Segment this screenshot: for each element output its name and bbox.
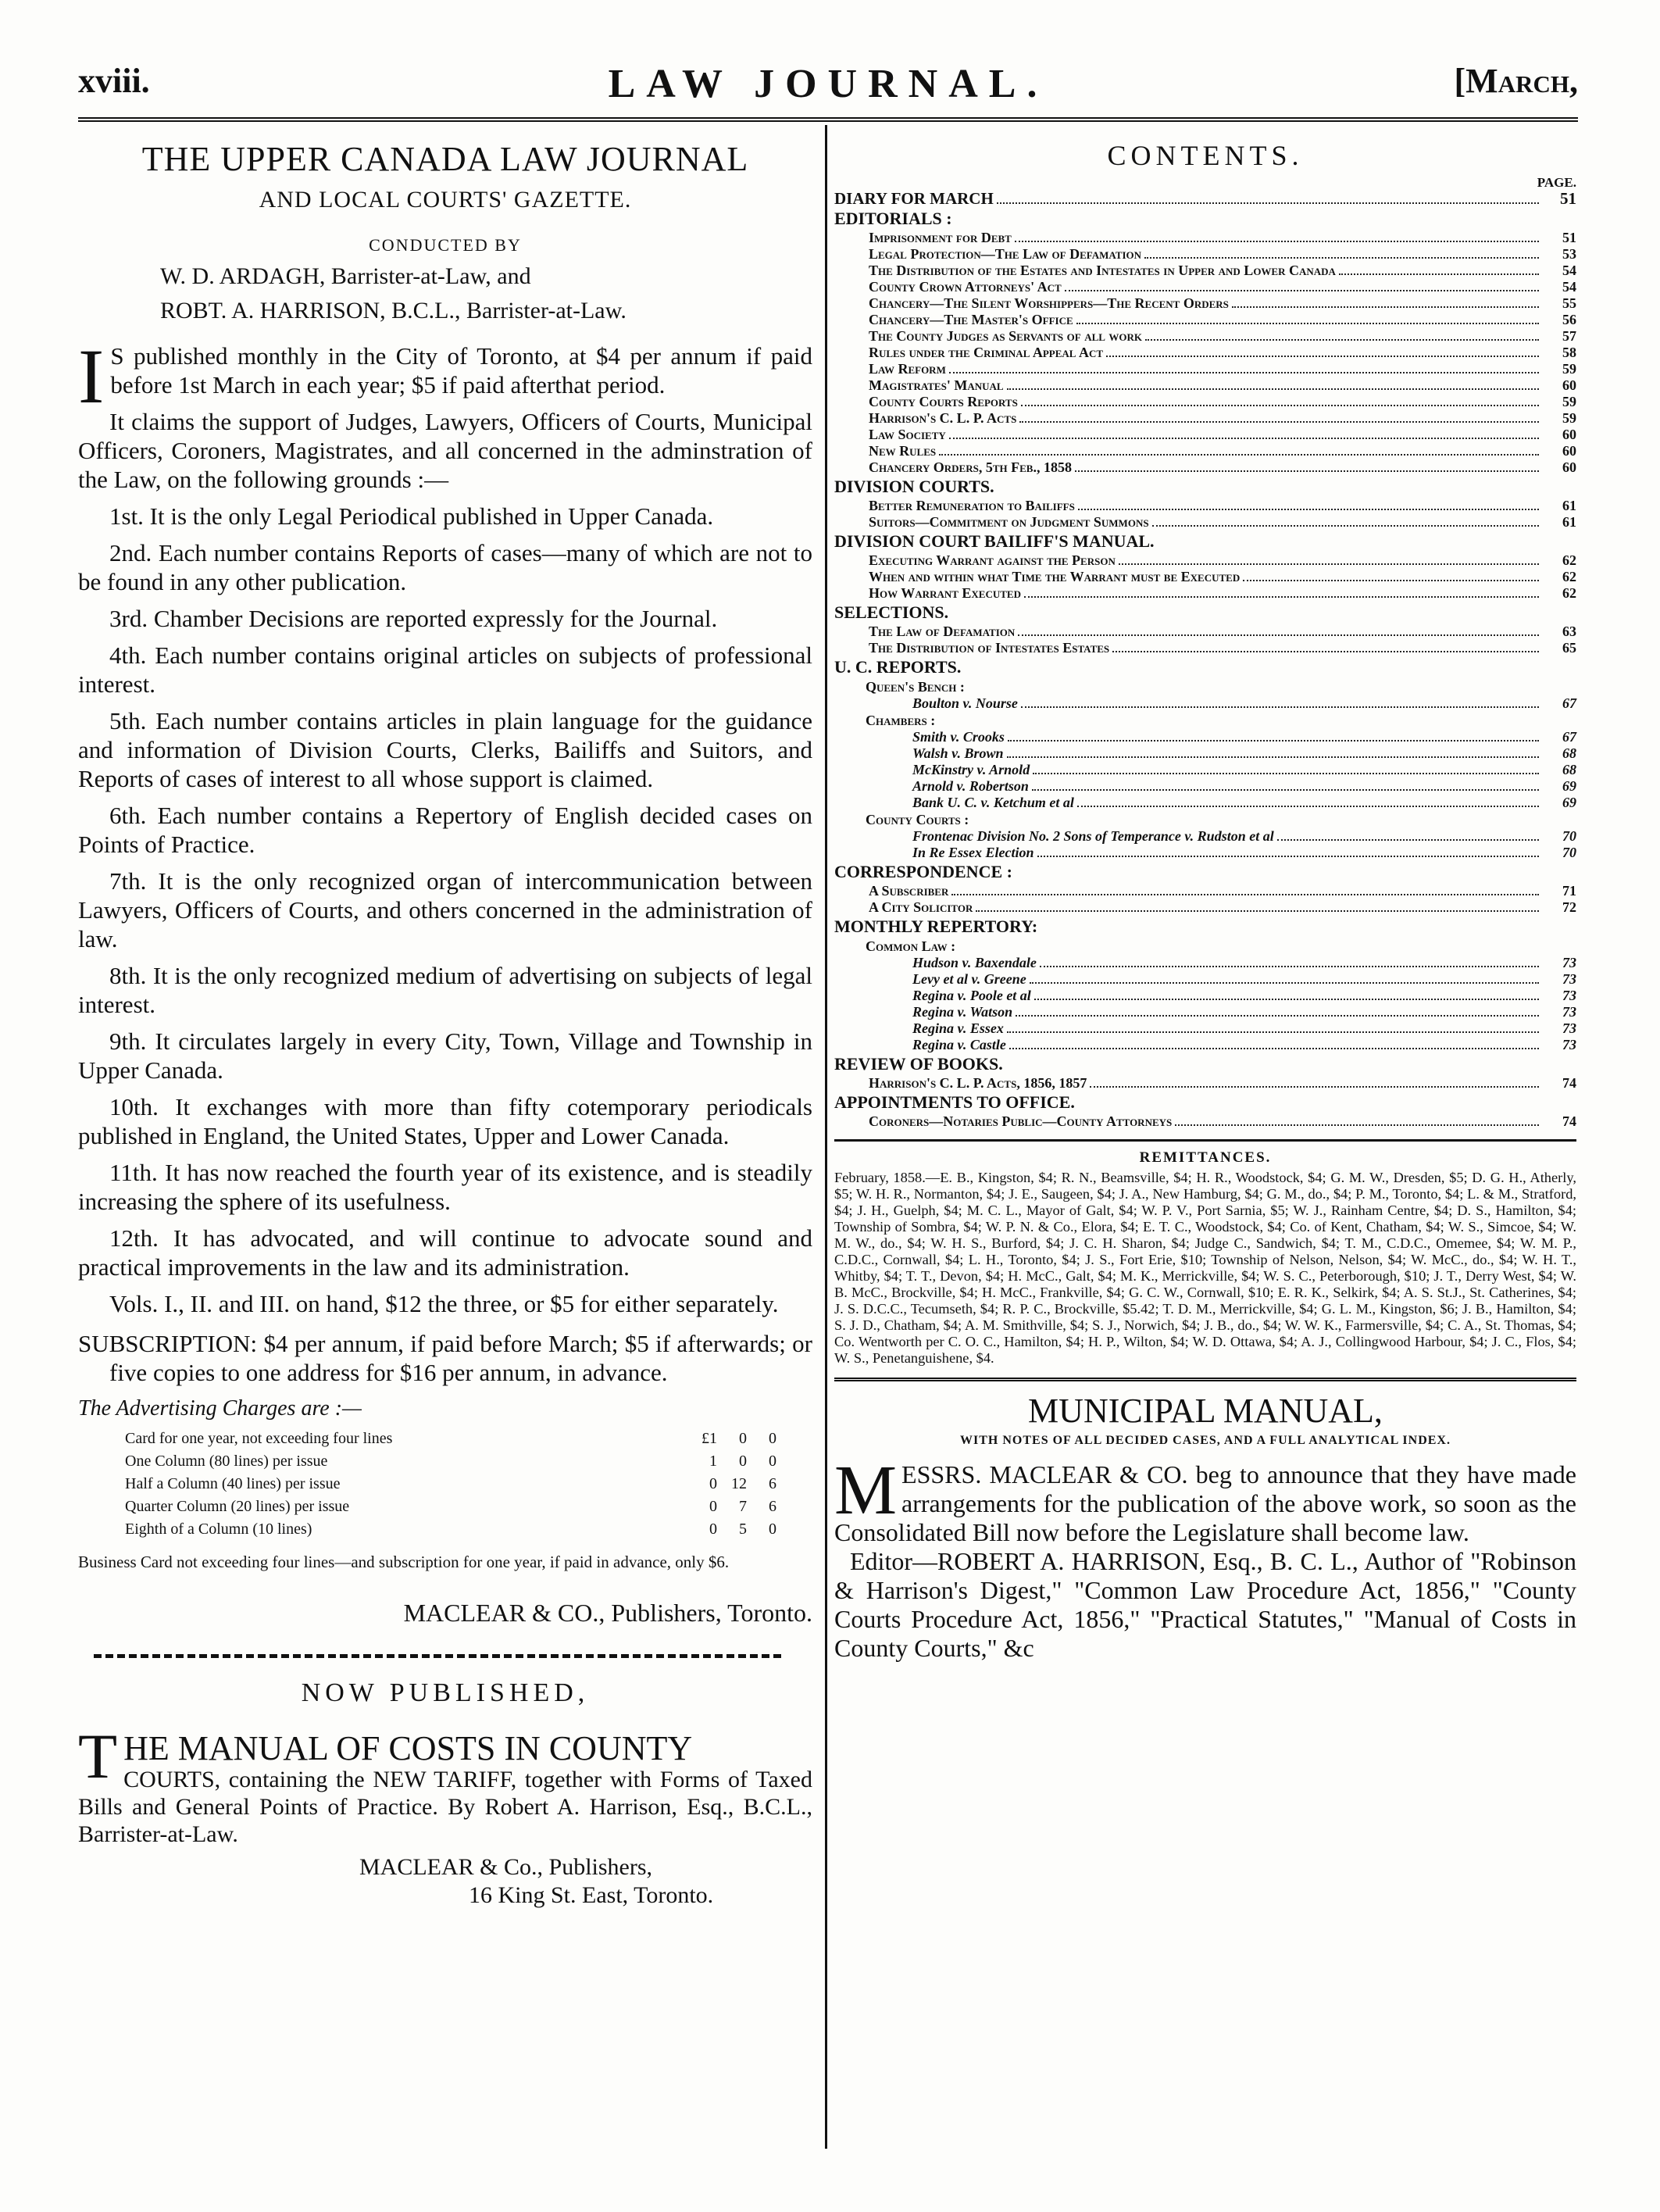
contents-entry [834, 585, 1576, 602]
dot-leader [1024, 596, 1539, 598]
entry-page: 59 [1562, 361, 1576, 377]
remittances-body: February, 1858.—E. B., Kingston, $4; R. N., Beamsville, $4; H. R., Woodstock, $4; G. M. W., Dresden, $5; D. G. H., Atherly, $5; W. H. R., Normanton, $4; J. E., Saugeen, $4; J. A., New Hamburg, $4; G. M., do., $4; P. M., Toronto, $4; L. & M., Stratford, $4; J. H., Guelph, $4; M. C. L., Mayor of Galt, $4; W. P. V., Port Sarnia, $5; W. J., Rainham Centre, $4; D. S., Hamilton, $4; Township of Sombra, $4; W. P. N. & Co., Elora, $4; E. T. C., Woodstock, $4; Co. of Kent, Chatham, $4; W. S., Simcoe, $4; W. M. W., do., $4; W. H. S., Burford, $4; J. C. H. Sharon, $4; Judge C., Sandwich, $4; T. M., C.D.C., Omemee, $4; W. M. P., C.D.C., Cornwall, $4; L. H., Toronto, $4; J. S., Fort Erie, $10; Township of Nelson, Nelson, $4; W. McC., do., $4; W. H. T., Whitby, $4; T. T., Devon, $4; H. McC., Galt, $4; M. K., Merrickville, $4; W. S. C., Peterborough, $10; J. T., Derry West, $4; W. B. McC., Brockville, $4; H. McC., Frankville, $4; G. C. W., Cornwall, $10; E. R. K., Selkirk, $4; A. S. St.J., St. Catherines, $4; J. S. D.C.C., Tecumseth, $4; R. P. C., Brockville, $5.42; T. D. M., Merrickville, $4; G. L. M., Kingston, $6; J. B., Hamilton, $4; S. J. D., Chatham, $4; A. M. Smithville, $4; S. J., Norwich, $4; J. B., do., $4; W. W. K., Farmersville, $4; C. A., St. Thomas, $4; Co. Wentworth per C. O. C., Hamilton, $4; H. P., Wilton, $4; W. D. Ottawa, $4; A. J., Collingwood Harbour, $4; J. C., Flos, $4; W. S., Penetanguishene, $4. [834, 1170, 1576, 1366]
ground-paragraph: 9th. It circulates largely in every City, Town, Village and Township in Upper Canada. [78, 1027, 812, 1084]
contents-entry [834, 410, 1576, 427]
entry-title: When and within what Time the Warrant must be Executed [869, 569, 1241, 584]
entry-title: New Rules [869, 443, 937, 459]
contents-entry [834, 552, 1576, 569]
entry-page: 67 [1562, 695, 1576, 711]
entry-page: 72 [1562, 899, 1576, 915]
intro-paragraph [78, 333, 812, 420]
dot-leader [1021, 706, 1539, 708]
remittances-heading: REMITTANCES. [1139, 1149, 1272, 1166]
table-of-contents [834, 191, 1576, 1130]
publisher-line: MACLEAR & CO., Publishers, Toronto. [403, 1599, 812, 1627]
entry-page: 60 [1562, 427, 1576, 442]
manual-title [78, 1721, 812, 1792]
entry-page: 60 [1562, 459, 1576, 475]
entry-title: Coroners—Notaries Public—County Attorneys [869, 1113, 1173, 1129]
contents-entry [834, 295, 1576, 312]
contents-entry [834, 569, 1576, 585]
entry-title: Levy et al v. Greene [912, 971, 1026, 987]
ground-paragraph: 1st. It is the only Legal Periodical published in Upper Canada. [109, 502, 714, 530]
dot-leader [951, 894, 1539, 895]
entry-title: The Distribution of Intestates Estates [869, 640, 1110, 656]
dot-leader [1008, 740, 1539, 742]
dot-leader [1040, 966, 1539, 967]
entry-title: Regina v. Poole et al [912, 988, 1031, 1003]
grounds-list [78, 502, 812, 1318]
entry-page: 59 [1562, 394, 1576, 409]
dot-leader [1077, 806, 1539, 807]
entry-page: 59 [1562, 410, 1576, 426]
dot-leader [1021, 405, 1539, 406]
dot-leader [1007, 756, 1539, 758]
manual-address: 16 King St. East, Toronto. [469, 1882, 714, 1908]
column-divider [825, 125, 827, 2149]
dot-leader [1152, 525, 1539, 527]
ground-paragraph: 11th. It has now reached the fourth year of its existence, and is steadily increasing the sphere of its usefulness. [78, 1159, 812, 1215]
dot-leader [1076, 323, 1539, 324]
subscription-paragraph: SUBSCRIPTION: $4 per annum, if paid before March; $5 if afterwards; or five copies to one address for $16 per annum, in advance. [78, 1330, 812, 1386]
contents-entry [834, 377, 1576, 394]
entry-title: The County Judges as Servants of all work [869, 328, 1143, 344]
entry-title: Walsh v. Brown [912, 745, 1004, 761]
contents-section-heading: EDITORIALS : [834, 209, 952, 228]
entry-page: 60 [1562, 443, 1576, 459]
contents-entry [834, 729, 1576, 745]
entry-page: 58 [1562, 345, 1576, 360]
contents-entry [834, 955, 1576, 971]
entry-title: Law Society [869, 427, 946, 442]
entry-page: 74 [1562, 1075, 1576, 1091]
rate-row [125, 1496, 776, 1518]
rate-amount: 0 [769, 1430, 776, 1447]
contents-entry [834, 498, 1576, 514]
entry-page: 70 [1562, 845, 1576, 860]
rate-label: Quarter Column (20 lines) per issue [125, 1498, 350, 1515]
rate-amount: 0 [709, 1498, 717, 1515]
entry-page: 71 [1562, 883, 1576, 899]
ground-paragraph: 8th. It is the only recognized medium of advertising on subjects of legal interest. [78, 962, 812, 1018]
journal-title: LAW JOURNAL. [608, 62, 1048, 106]
contents-entry [834, 394, 1576, 410]
rate-label: One Column (80 lines) per issue [125, 1453, 328, 1470]
contents-entry [834, 762, 1576, 778]
dot-leader [1119, 563, 1539, 565]
rate-amount: 7 [739, 1498, 747, 1515]
dot-leader [1007, 1031, 1539, 1033]
dot-leader [976, 910, 1539, 912]
ground-paragraph: 7th. It is the only recognized organ of intercommunication between Lawyers, Officers of Courts, and others concerned in the administration of law. [78, 867, 812, 952]
dot-leader [1033, 773, 1539, 774]
rate-label: Eighth of a Column (10 lines) [125, 1521, 312, 1538]
contents-entry [834, 328, 1576, 345]
rate-amount: £1 [701, 1430, 717, 1447]
entry-title: A Subscriber [869, 883, 949, 899]
rate-amount: 0 [739, 1430, 747, 1447]
contents-section-heading: MONTHLY REPERTORY: [834, 917, 1038, 936]
entry-page: 51 [1562, 230, 1576, 245]
rate-amount: 0 [769, 1453, 776, 1470]
contents-entry [834, 988, 1576, 1004]
rate-amount: 12 [731, 1475, 747, 1492]
entry-page: 74 [1562, 1113, 1576, 1129]
contents-entry [834, 191, 1576, 208]
editor-line-1: W. D. ARDAGH, Barrister-at-Law, and [160, 263, 531, 289]
contents-entry [834, 279, 1576, 295]
entry-page: 60 [1562, 377, 1576, 393]
contents-entry [834, 514, 1576, 531]
masthead-subtitle: AND LOCAL COURTS' GAZETTE. [259, 187, 632, 213]
dot-leader [1243, 580, 1539, 581]
entry-title: Rules under the Criminal Appeal Act [869, 345, 1104, 360]
entry-page: 68 [1562, 745, 1576, 761]
contents-entry [834, 1004, 1576, 1020]
contents-section-heading: REVIEW OF BOOKS. [834, 1054, 1003, 1074]
ground-paragraph: 5th. Each number contains articles in plain language for the guidance and information of Division Courts, Clerks, Bailiffs and Suitors, and Reports of cases of interest to all whose support is claimed. [78, 707, 812, 792]
rate-label: Card for one year, not exceeding four lines [125, 1430, 393, 1447]
rate-amount: 6 [769, 1498, 776, 1515]
page-number: xviii. [78, 62, 150, 100]
month-label: [March, [1454, 62, 1578, 100]
contents-entry [834, 427, 1576, 443]
contents-entry [834, 778, 1576, 795]
municipal-manual-editor: Editor—ROBERT A. HARRISON, Esq., B. C. L., Author of "Robinson & Harrison's Digest," "Common Law Procedure Act, 1856," "County Courts Procedure Act, 1856," "Practical Statutes," "Manual of Costs in County Courts," &c [834, 1547, 1576, 1662]
rate-amount: 0 [739, 1453, 747, 1470]
contents-entry [834, 459, 1576, 476]
drop-cap: T [78, 1721, 118, 1792]
contents-section-heading: CORRESPONDENCE : [834, 862, 1012, 881]
contents-section-heading: APPOINTMENTS TO OFFICE. [834, 1092, 1075, 1112]
rate-label: Half a Column (40 lines) per issue [125, 1475, 341, 1492]
entry-title: In Re Essex Election [912, 845, 1034, 860]
entry-title: Legal Protection—The Law of Defamation [869, 246, 1142, 262]
dot-leader [1009, 1048, 1539, 1049]
entry-page: 73 [1562, 1020, 1576, 1036]
entry-title: Chancery Orders, 5th Feb., 1858 [869, 459, 1072, 475]
rate-row [125, 1473, 776, 1496]
dashed-rule [94, 1654, 781, 1658]
entry-page: 73 [1562, 1037, 1576, 1052]
manual-publisher: MACLEAR & Co., Publishers, [359, 1854, 653, 1880]
dot-leader [1037, 856, 1539, 857]
left-column [78, 133, 812, 1909]
contents-entry [834, 1113, 1576, 1130]
dot-leader [1277, 839, 1539, 841]
entry-page: 68 [1562, 762, 1576, 777]
dot-leader [1065, 290, 1539, 291]
dot-leader [1090, 1086, 1539, 1088]
dot-leader [939, 454, 1539, 456]
business-card-note: Business Card not exceeding four lines—and subscription for one year, if paid in advance, only $6. [78, 1553, 730, 1571]
manual-title-text: HE MANUAL OF COSTS IN COUNTY [123, 1729, 693, 1767]
entry-title: Regina v. Castle [912, 1037, 1006, 1052]
municipal-manual-text: ESSRS. MACLEAR & CO. beg to announce that they have made arrangements for the publication of the above work, so soon as the Consolidated Bill now before the Legislature shall become law. [834, 1460, 1576, 1546]
contents-entry [834, 312, 1576, 328]
contents-section-heading: County Courts : [866, 812, 969, 827]
entry-title: Better Remuneration to Bailiffs [869, 498, 1075, 513]
dot-leader [1034, 999, 1539, 1000]
editor-line-2: ROBT. A. HARRISON, B.C.L., Barrister-at-Law. [160, 298, 627, 323]
entry-page: 57 [1562, 328, 1576, 344]
entry-page: 51 [1560, 189, 1576, 208]
advertising-heading: The Advertising Charges are :— [78, 1396, 362, 1420]
drop-cap: M [834, 1452, 898, 1529]
dot-leader [1112, 651, 1539, 652]
entry-title: Regina v. Watson [912, 1004, 1013, 1020]
entry-title: Harrison's C. L. P. Acts [869, 410, 1017, 426]
entry-page: 61 [1562, 498, 1576, 513]
dot-leader [1106, 356, 1539, 357]
conducted-by: CONDUCTED BY [369, 235, 522, 255]
contents-entry [834, 263, 1576, 279]
contents-entry [834, 845, 1576, 861]
contents-section-heading: Queen's Bench : [866, 679, 965, 695]
entry-title: County Courts Reports [869, 394, 1018, 409]
entry-title: Bank U. C. v. Ketchum et al [912, 795, 1074, 810]
page-header [78, 61, 1578, 116]
dot-leader [1007, 388, 1539, 390]
contents-entry [834, 443, 1576, 459]
entry-title: How Warrant Executed [869, 585, 1021, 601]
entry-page: 54 [1562, 263, 1576, 278]
contents-entry [834, 1075, 1576, 1092]
contents-section-heading: DIVISION COURTS. [834, 477, 994, 496]
dot-leader [997, 202, 1539, 204]
contents-section-heading: Common Law : [866, 938, 956, 954]
rate-amount: 0 [709, 1475, 717, 1492]
entry-title: Hudson v. Baxendale [912, 955, 1037, 970]
entry-title: Executing Warrant against the Person [869, 552, 1116, 568]
entry-page: 69 [1562, 778, 1576, 794]
contents-section-heading: U. C. REPORTS. [834, 657, 962, 677]
dot-leader [1075, 470, 1539, 472]
entry-title: The Law of Defamation [869, 624, 1016, 639]
right-column [834, 133, 1576, 1663]
contents-entry [834, 899, 1576, 916]
entry-page: 73 [1562, 955, 1576, 970]
contents-entry [834, 695, 1576, 712]
entry-title: A City Solicitor [869, 899, 973, 915]
contents-entry [834, 971, 1576, 988]
intro-text: S published monthly in the City of Toronto, at $4 per annum if paid before 1st March in each year; $5 if paid afterthat period. [110, 342, 812, 398]
ground-paragraph: 3rd. Chamber Decisions are reported expressly for the Journal. [109, 605, 718, 632]
manual-body: COURTS, containing the NEW TARIFF, together with Forms of Taxed Bills and General Points of Practice. By Robert A. Harrison, Esq., B.C.L., Barrister-at-Law. [78, 1767, 812, 1847]
contents-section-heading: Chambers : [866, 713, 936, 728]
municipal-manual-subtitle: WITH NOTES OF ALL DECIDED CASES, AND A FULL ANALYTICAL INDEX. [960, 1434, 1451, 1447]
dot-leader [1145, 339, 1539, 341]
entry-title: Suitors—Commitment on Judgment Summons [869, 514, 1149, 530]
entry-page: 63 [1562, 624, 1576, 639]
contents-entry [834, 883, 1576, 899]
dot-leader [1078, 509, 1539, 510]
entry-page: 73 [1562, 988, 1576, 1003]
contents-entry [834, 230, 1576, 246]
dot-leader [1339, 273, 1539, 275]
entry-page: 61 [1562, 514, 1576, 530]
ground-paragraph: 10th. It exchanges with more than fifty cotemporary periodicals published in England, the United States, Upper and Lower Canada. [78, 1093, 812, 1149]
contents-entry [834, 828, 1576, 845]
masthead-title: THE UPPER CANADA LAW JOURNAL [141, 140, 749, 178]
ground-paragraph: 4th. Each number contains original articles on subjects of professional interest. [78, 641, 812, 698]
entry-title: Law Reform [869, 361, 946, 377]
ground-paragraph: 12th. It has advocated, and will continue to advocate sound and practical improvements in the law and its administration. [78, 1224, 812, 1281]
entry-title: Imprisonment for Debt [869, 230, 1012, 245]
dot-leader [1018, 634, 1539, 636]
entry-page: 73 [1562, 971, 1576, 987]
entry-page: 55 [1562, 295, 1576, 311]
entry-title: DIARY FOR MARCH [834, 189, 994, 208]
rate-amount: 5 [739, 1521, 747, 1538]
ground-paragraph: Vols. I., II. and III. on hand, $12 the three, or $5 for either separately. [109, 1290, 779, 1317]
entry-title: Chancery—The Silent Worshippers—The Recent Orders [869, 295, 1229, 311]
entry-page: 73 [1562, 1004, 1576, 1020]
entry-title: Arnold v. Robertson [912, 778, 1029, 794]
dot-leader [1232, 306, 1539, 308]
dot-leader [1016, 1015, 1539, 1017]
entry-title: The Distribution of the Estates and Intestates in Upper and Lower Canada [869, 263, 1336, 278]
dot-leader [1032, 789, 1539, 791]
entry-title: Smith v. Crooks [912, 729, 1005, 745]
contents-entry [834, 361, 1576, 377]
contents-rule [834, 1139, 1576, 1142]
contents-entry [834, 624, 1576, 640]
rate-row [125, 1518, 776, 1541]
entry-page: 53 [1562, 246, 1576, 262]
contents-entry [834, 795, 1576, 811]
claims-paragraph: It claims the support of Judges, Lawyers, Officers of Courts, Municipal Officers, Coroners, Magistrates, and all concerned in the adminstration of the Law, on the following grounds :— [78, 408, 812, 493]
dot-leader [1144, 257, 1539, 259]
dot-leader [1030, 982, 1539, 984]
entry-title: Chancery—The Master's Office [869, 312, 1073, 327]
rate-amount: 0 [709, 1521, 717, 1538]
entry-title: Frontenac Division No. 2 Sons of Temperance v. Rudston et al [912, 828, 1274, 844]
entry-title: Magistrates' Manual [869, 377, 1004, 393]
dot-leader [1015, 241, 1539, 242]
municipal-manual-title: MUNICIPAL MANUAL, [1028, 1392, 1383, 1430]
contents-entry [834, 640, 1576, 656]
entry-title: Boulton v. Nourse [912, 695, 1018, 711]
rate-row [125, 1428, 776, 1450]
entry-page: 65 [1562, 640, 1576, 656]
entry-page: 69 [1562, 795, 1576, 810]
dot-leader [949, 438, 1539, 439]
contents-entry [834, 1020, 1576, 1037]
dot-leader [949, 372, 1539, 373]
entry-page: 70 [1562, 828, 1576, 844]
dot-leader [1175, 1124, 1539, 1126]
contents-heading: CONTENTS. [1107, 140, 1304, 171]
entry-page: 54 [1562, 279, 1576, 295]
remittances-rule [834, 1378, 1576, 1381]
entry-title: County Crown Attorneys' Act [869, 279, 1062, 295]
contents-section-heading: DIVISION COURT BAILIFF'S MANUAL. [834, 531, 1155, 551]
now-published-heading: NOW PUBLISHED, [301, 1678, 590, 1707]
entry-page: 62 [1562, 552, 1576, 568]
header-rule [78, 117, 1578, 122]
contents-entry [834, 1037, 1576, 1053]
ground-paragraph: 6th. Each number contains a Repertory of English decided cases on Points of Practice. [78, 802, 812, 858]
entry-title: Harrison's C. L. P. Acts, 1856, 1857 [869, 1075, 1087, 1091]
rate-row [125, 1450, 776, 1473]
entry-title: Regina v. Essex [912, 1020, 1004, 1036]
rate-amount: 0 [769, 1521, 776, 1538]
rate-amount: 1 [709, 1453, 717, 1470]
entry-title: McKinstry v. Arnold [912, 762, 1030, 777]
page-column-label: PAGE. [1537, 175, 1576, 190]
entry-page: 67 [1562, 729, 1576, 745]
entry-page: 62 [1562, 569, 1576, 584]
ground-paragraph: 2nd. Each number contains Reports of cases—many of which are not to be found in any other publication. [78, 539, 812, 595]
contents-entry [834, 345, 1576, 361]
contents-entry [834, 745, 1576, 762]
municipal-manual-body [834, 1452, 1576, 1547]
entry-page: 56 [1562, 312, 1576, 327]
entry-page: 62 [1562, 585, 1576, 601]
advertising-rates-table [125, 1428, 776, 1541]
dot-leader [1019, 421, 1539, 423]
drop-cap: I [78, 333, 105, 420]
rate-amount: 6 [769, 1475, 776, 1492]
contents-entry [834, 246, 1576, 263]
contents-section-heading: SELECTIONS. [834, 602, 949, 622]
